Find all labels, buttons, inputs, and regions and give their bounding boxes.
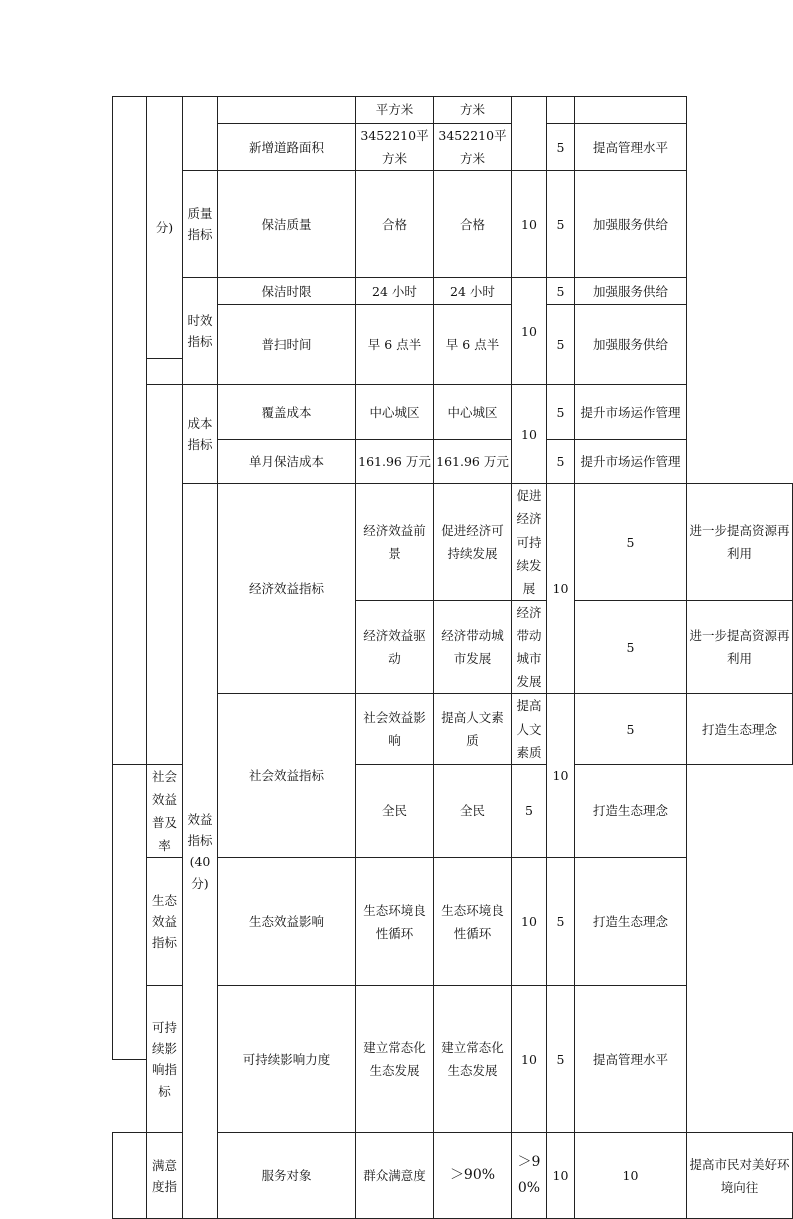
table-cell: 5: [547, 858, 575, 986]
table-cell: 促进经济可持续发展: [512, 484, 547, 601]
table-cell: 10: [547, 1133, 575, 1219]
table-cell: 进一步提高资源再利用: [687, 600, 793, 694]
table-row: [113, 278, 793, 305]
table-cell: 生态环境良性循环: [434, 858, 512, 986]
performance-indicator-table: [112, 96, 793, 1219]
table-cell: ＞90%: [512, 1133, 547, 1219]
table-cell: 中心城区: [356, 385, 434, 440]
table-cell: 合格: [356, 171, 434, 278]
table-cell: 提高人文素质: [434, 694, 512, 764]
table-row: [113, 97, 793, 124]
table-cell: 生态环境良性循环: [356, 858, 434, 986]
table-cell: 促进经济可持续发展: [434, 484, 512, 601]
table-cell: [575, 97, 687, 124]
table-cell: 5: [547, 124, 575, 171]
table-cell: 10: [575, 1133, 687, 1219]
table-body: [113, 97, 793, 1219]
table-row: [113, 385, 793, 412]
table-cell: [147, 385, 183, 765]
table-cell: 5: [547, 305, 575, 385]
table-cell: 质量指标: [183, 171, 218, 278]
table-cell: 早 6 点半: [434, 305, 512, 385]
table-cell: 10: [547, 694, 575, 858]
table-cell: 中心城区: [434, 385, 512, 440]
table-cell: 进一步提高资源再利用: [687, 484, 793, 601]
table-cell: 161.96 万元: [434, 440, 512, 484]
table-cell: 早 6 点半: [356, 305, 434, 385]
table-cell: 加强服务供给: [575, 278, 687, 305]
table-cell: 单月保洁成本: [218, 440, 356, 484]
table-cell: 生态效益影响: [218, 858, 356, 986]
table-cell: 提高人文素质: [512, 694, 547, 764]
table-cell: 保洁质量: [218, 171, 356, 278]
table-cell: [113, 764, 147, 1060]
table-cell: 合格: [434, 171, 512, 278]
table-cell: 提高市民对美好环境向往: [687, 1133, 793, 1219]
table-cell: 提升市场运作管理: [575, 385, 687, 440]
table-cell: [183, 97, 218, 171]
table-cell: 5: [547, 385, 575, 440]
table-cell: [113, 97, 147, 765]
table-cell: 社会效益指标: [218, 694, 356, 858]
table-cell: 建立常态化生态发展: [434, 986, 512, 1133]
table-cell: 加强服务供给: [575, 305, 687, 385]
table-cell: 5: [547, 278, 575, 305]
table-cell: 可持续影响指标: [147, 986, 183, 1133]
table-cell: 经济带动城市发展: [512, 600, 547, 694]
table-row: [113, 171, 793, 198]
table-cell: [218, 97, 356, 124]
table-cell: 10: [512, 278, 547, 385]
table-cell: 服务对象: [218, 1133, 356, 1219]
table-cell: 提升市场运作管理: [575, 440, 687, 484]
table-cell: 提高管理水平: [575, 124, 687, 171]
table-cell: 满意度指: [147, 1133, 183, 1219]
table-cell: 打造生态理念: [687, 694, 793, 764]
table-cell: 成本指标: [183, 385, 218, 484]
table-cell: 经济效益驱动: [356, 600, 434, 694]
table-cell: 3452210平方米: [356, 124, 434, 171]
table-cell: 可持续影响力度: [218, 986, 356, 1133]
table-cell: 生态效益指标: [147, 858, 183, 986]
table-row: [113, 484, 793, 528]
table-cell: 效益指标(40分): [183, 484, 218, 1219]
table-cell: 平方米: [356, 97, 434, 124]
table-cell: 普扫时间: [218, 305, 356, 385]
table-cell: 保洁时限: [218, 278, 356, 305]
table-cell: 覆盖成本: [218, 385, 356, 440]
table-cell: 5: [575, 694, 687, 764]
table-cell: 打造生态理念: [575, 764, 687, 858]
table-cell: 分): [147, 97, 183, 359]
table-cell: 24 小时: [434, 278, 512, 305]
table-cell: 提高管理水平: [575, 986, 687, 1133]
table-cell: [547, 97, 575, 124]
table-cell: 10: [512, 986, 547, 1133]
table-cell: 经济带动城市发展: [434, 600, 512, 694]
table-cell: 新增道路面积: [218, 124, 356, 171]
table-cell: 10: [547, 484, 575, 694]
table-cell: 10: [512, 171, 547, 278]
table-cell: 社会效益普及率: [147, 764, 183, 858]
table-cell: 24 小时: [356, 278, 434, 305]
table-cell: 5: [575, 600, 687, 694]
table-cell: 建立常态化生态发展: [356, 986, 434, 1133]
table-cell: 打造生态理念: [575, 858, 687, 986]
table-cell: 3452210平方米: [434, 124, 512, 171]
table-cell: 加强服务供给: [575, 171, 687, 278]
table-cell: 社会效益影响: [356, 694, 434, 764]
table-cell: 经济效益指标: [218, 484, 356, 694]
table-cell: 5: [547, 440, 575, 484]
table-cell: 时效指标: [183, 278, 218, 385]
table-cell: 方米: [434, 97, 512, 124]
table-cell: 全民: [434, 764, 512, 858]
table-cell: [512, 97, 547, 171]
table-cell: [113, 1133, 147, 1219]
table-cell: 5: [547, 986, 575, 1133]
table-cell: 群众满意度: [356, 1133, 434, 1219]
table-cell: 10: [512, 858, 547, 986]
table-cell: 5: [512, 764, 547, 858]
table-cell: 5: [575, 484, 687, 601]
table-cell: 全民: [356, 764, 434, 858]
table-cell: 5: [547, 171, 575, 278]
table-cell: ＞90%: [434, 1133, 512, 1219]
table-cell: 161.96 万元: [356, 440, 434, 484]
table-cell: 10: [512, 385, 547, 484]
table-cell: 经济效益前景: [356, 484, 434, 601]
